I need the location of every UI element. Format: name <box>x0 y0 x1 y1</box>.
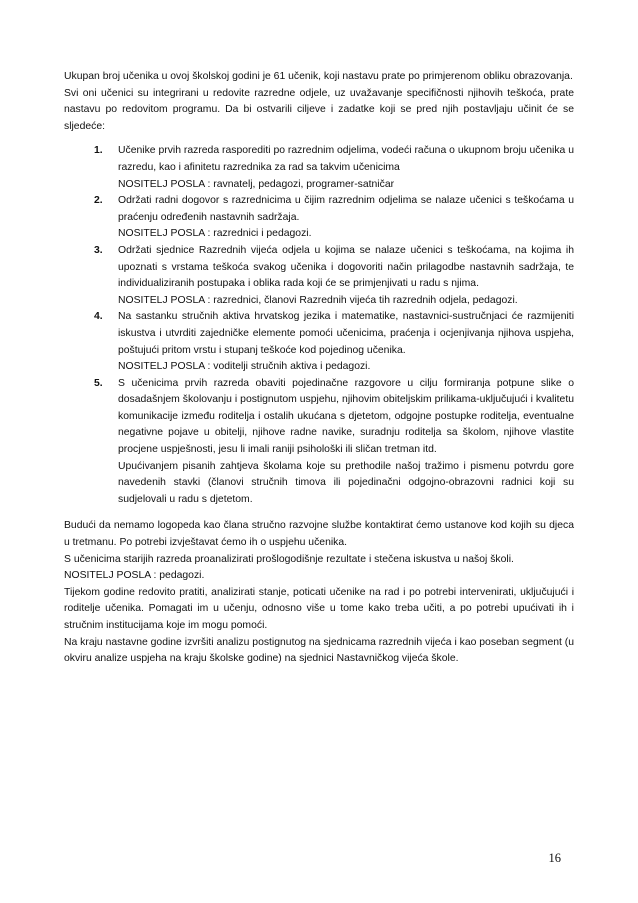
list-item-note: Upućivanjem pisanih zahtjeva školama koje su prethodile našoj tražimo i pismenu potvrdu gore navedenih stavki (članovi stručnih timova ili pojedinačni odgojno-obrazovni radnici koji su sudjelovali u radu s djetetom. <box>118 460 574 505</box>
list-item <box>64 143 574 193</box>
closing-paragraph-4: Tijekom godine redovito pratiti, analizirati stanje, poticati učenike na rad i po potrebi intervenirati, uključujući i roditelje učenika. Pomagati im u učenju, odnosno više u tome kako treba učiti, a po potrebi upućivati ih i stručnim institucijama koje im mogu pomoći. <box>64 586 574 631</box>
list-item-text: Učenike prvih razreda rasporediti po razrednim odjelima, vodeći računa o ukupnom broju učenika u razredu, kao i afinitetu razrednika za rad sa takvim učenicima <box>118 145 574 173</box>
list-item <box>64 193 574 243</box>
list-item <box>64 376 574 509</box>
list-item-responsible: NOSITELJ POSLA : voditelji stručnih aktiva i pedagozi. <box>118 361 371 373</box>
list-item-number: 4. <box>94 311 103 323</box>
list-item-text: Održati radni dogovor s razrednicima u čijim razrednim odjelima se nalaze učenici s teškoćama u praćenju određenih nastavnih sadržaja. <box>118 195 574 223</box>
list-item-number: 3. <box>94 244 103 256</box>
closing-paragraph-5: Na kraju nastavne godine izvršiti analizu postignutog na sjednicama razrednih vijeća i kao poseban segment (u okviru analize uspjeha na kraju školske godine) na sjednici Nastavničkog vijeća škole. <box>64 636 575 665</box>
closing-section <box>64 518 574 667</box>
page-number: 16 <box>548 851 561 865</box>
intro-paragraph-1: Ukupan broj učenika u ovoj školskoj godini je 61 učenik, koji nastavu prate po primjerenom obliku obrazovanja. <box>64 71 573 82</box>
list-item-responsible: NOSITELJ POSLA : razrednici i pedagozi. <box>118 228 312 240</box>
closing-paragraph-2: S učenicima starijih razreda proanalizirati prošlogodišnje rezultate i stečena iskustva u našoj školi. <box>64 553 514 565</box>
tasks-list <box>64 143 574 508</box>
list-item <box>64 309 574 375</box>
list-item <box>64 243 574 309</box>
intro-paragraph-2: Svi oni učenici su integrirani u redovite razredne odjele, uz uvažavanje specifičnosti njihovih teškoća, prate nastavu po redovitom programu. Da bi ostvarili ciljeve i zadatke koji se pred njih postavljaju učinit će se sljedeće: <box>64 87 574 132</box>
closing-paragraph-3: NOSITELJ POSLA : pedagozi. <box>64 570 205 582</box>
list-item-responsible: NOSITELJ POSLA : ravnatelj, pedagozi, programer-satničar <box>118 178 395 190</box>
list-item-text: Održati sjednice Razrednih vijeća odjela u kojima se nalaze učenici s teškoćama, na kojima ih upoznati s vrstama teškoća svakog učenika i dogovoriti način prilagodbe nastavnih sadržaja, te individualiziranih postupaka i oblika rada koji će se primjenjivati u radu s njima. <box>118 244 574 290</box>
list-item-text: Na sastanku stručnih aktiva hrvatskog jezika i matematike, nastavnici-sustručnjaci će razmijeniti iskustva i utvrditi zajedničke elemente pomoći učenicima, praćenja i ocjenjivanja njihova uspjeha, poštujući pritom vrstu i stupanj teškoće kod pojedinog učenika. <box>118 311 574 356</box>
list-item-text: S učenicima prvih razreda obaviti pojedinačne razgovore u cilju formiranja potpune slike o dosadašnjem školovanju i postignutom uspjehu, njihovim obiteljskim prilikama-uključujući i kvalitetu komunikacije između roditelja i ostalih ukućana s djetetom, odgojne postupke roditelja, eventualne negativne pojave u obitelji, njihove radne navike, suradnju roditelja sa školom, njihove vlastite procjene uspješnosti, jesu li imali raniji psihološki ili sličan tretman itd. <box>118 377 574 456</box>
list-item-number: 1. <box>94 145 103 157</box>
document-page <box>64 69 574 668</box>
list-item-number: 2. <box>94 195 103 207</box>
closing-paragraph-1: Budući da nemamo logopeda kao člana stručno razvojne službe kontaktirat ćemo ustanove kod kojih su djeca u tretmanu. Po potrebi izvještavat ćemo ih o uspjehu učenika. <box>64 520 574 549</box>
list-item-number: 5. <box>94 377 103 389</box>
list-item-responsible: NOSITELJ POSLA : razrednici, članovi Razrednih vijeća tih razrednih odjela, pedagozi. <box>118 294 518 306</box>
